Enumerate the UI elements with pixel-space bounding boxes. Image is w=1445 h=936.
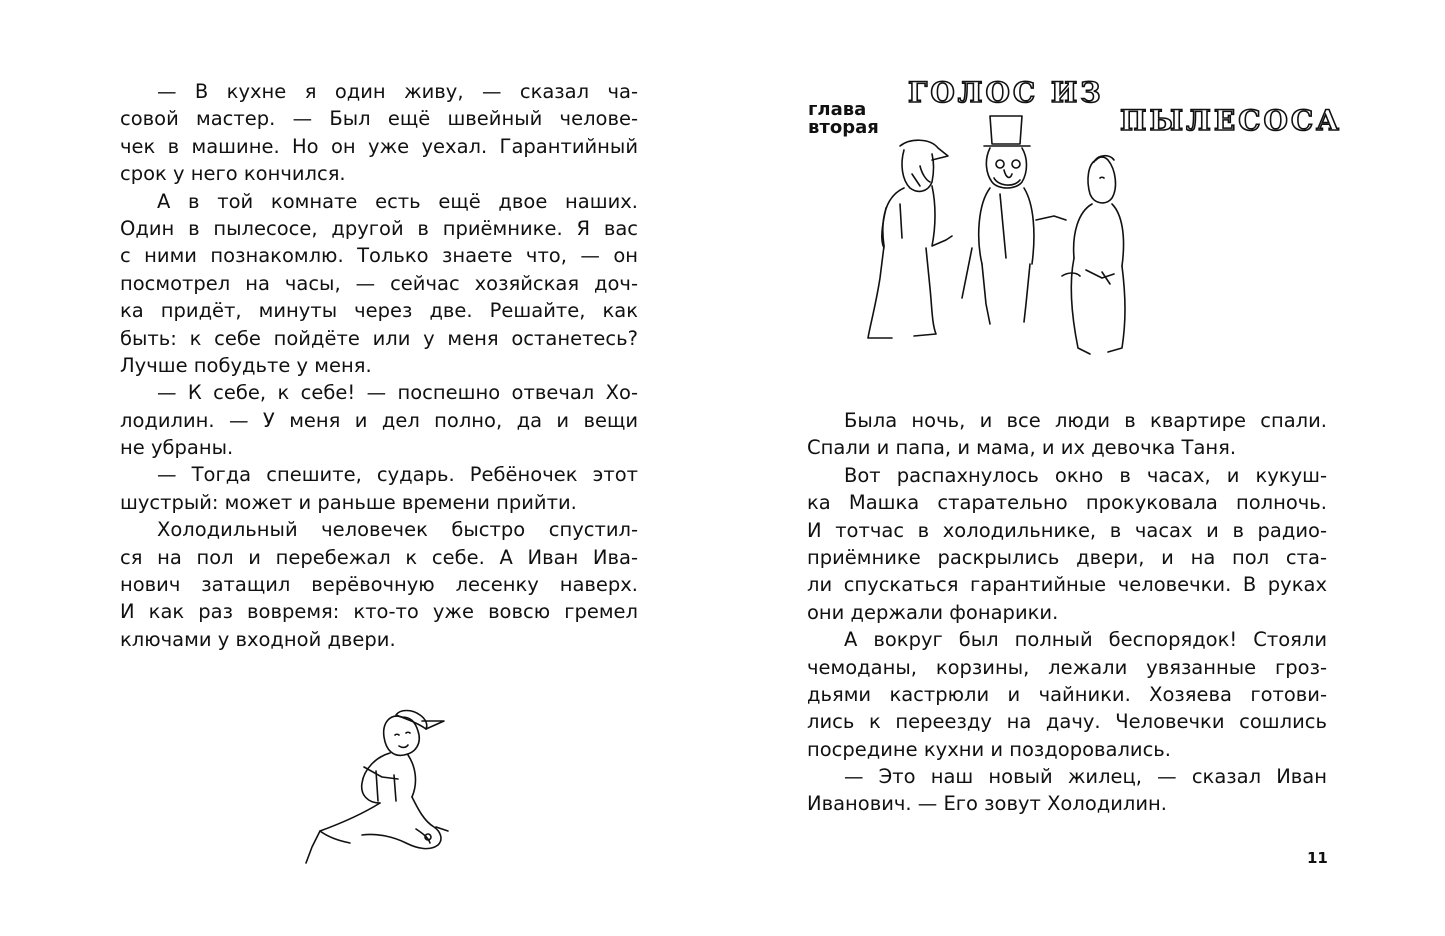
text-line: они держали фонарики.	[807, 600, 1059, 624]
text-line: не убраны.	[120, 436, 234, 460]
text-line: Спали и папа, и мама, и их девочка Таня.	[807, 436, 1237, 460]
left-page-text	[120, 78, 638, 653]
text-line: срок у него кончился.	[120, 162, 346, 186]
text-line: Один в пылесосе, другой в приёмнике. Я вас	[120, 216, 638, 240]
chapter-title-line-2: ПЫЛЕСОСА	[1120, 104, 1342, 137]
text-line: — К себе, к себе! — поспешно отвечал Хо-	[157, 381, 638, 405]
text-line: И тотчас в холодильнике, в часах и в радио-	[807, 518, 1327, 542]
text-line: Лучше побудьте у меня.	[120, 353, 372, 377]
text-line: ка Машка старательно прокуковала полночь.	[807, 491, 1327, 515]
text-line: лодилин. — У меня и дел полно, да и вещи	[120, 408, 638, 432]
text-line: приёмнике раскрылись двери, и на пол ста-	[807, 545, 1327, 569]
left-page	[0, 0, 722, 936]
text-line: ли спускаться гарантийные человечки. В руках	[807, 573, 1327, 597]
text-line: И как раз вовремя: кто-то уже вовсю гремел	[120, 600, 638, 624]
right-page	[722, 0, 1445, 936]
text-line: посмотрел на часы, — сейчас хозяйская доч-	[120, 271, 638, 295]
text-line: чек в машине. Но он уже уехал. Гарантийный	[120, 134, 638, 158]
text-line: Холодильный человечек быстро спустил-	[157, 518, 638, 542]
running-character-illustration	[298, 705, 458, 870]
text-line: Иванович. — Его зовут Холодилин.	[807, 792, 1167, 816]
chapter-title-line-1: ГОЛОС ИЗ	[908, 76, 1104, 109]
text-line: лись к переезду на дачу. Человечки сошлись	[807, 710, 1327, 734]
text-line: — В кухне я один живу, — сказал ча-	[157, 80, 638, 103]
chapter-label-number: вторая	[808, 117, 879, 138]
text-line: ся на пол и перебежал к себе. А Иван Ива-	[120, 545, 638, 569]
three-characters-illustration	[840, 108, 1170, 368]
page-number: 11	[1307, 849, 1328, 867]
text-line: с ними познакомлю. Только знаете что, — он	[120, 244, 638, 268]
text-line: — Это наш новый жилец, — сказал Иван	[844, 765, 1327, 789]
text-line: ключами у входной двери.	[120, 627, 396, 651]
chapter-label-word: глава	[808, 99, 867, 120]
text-line: ка придёт, минуты через две. Решайте, как	[120, 299, 638, 323]
text-line: быть: к себе пойдёте или у меня останетесь?	[120, 326, 638, 350]
text-line: посредине кухни и поздоровались.	[807, 737, 1171, 761]
text-line: нович затащил верёвочную лесенку наверх.	[120, 573, 638, 597]
text-line: А вокруг был полный беспорядок! Стояли	[844, 628, 1327, 652]
text-line: чемоданы, корзины, лежали увязанные грoз-	[807, 655, 1327, 679]
text-line: А в той комнате есть ещё двое наших.	[157, 189, 638, 213]
text-line: совой мастер. — Был ещё швейный челове-	[120, 107, 638, 131]
text-line: шустрый: может и раньше времени прийти.	[120, 490, 577, 514]
text-line: дьями кастрюли и чайники. Хозяева готови-	[807, 682, 1327, 706]
text-line: Была ночь, и все люди в квартире спали.	[844, 409, 1327, 432]
text-line: — Тогда спешите, сударь. Ребёночек этот	[157, 463, 638, 487]
right-page-text	[807, 407, 1327, 818]
text-line: Вот распахнулось окно в часах, и кукуш-	[844, 463, 1327, 487]
